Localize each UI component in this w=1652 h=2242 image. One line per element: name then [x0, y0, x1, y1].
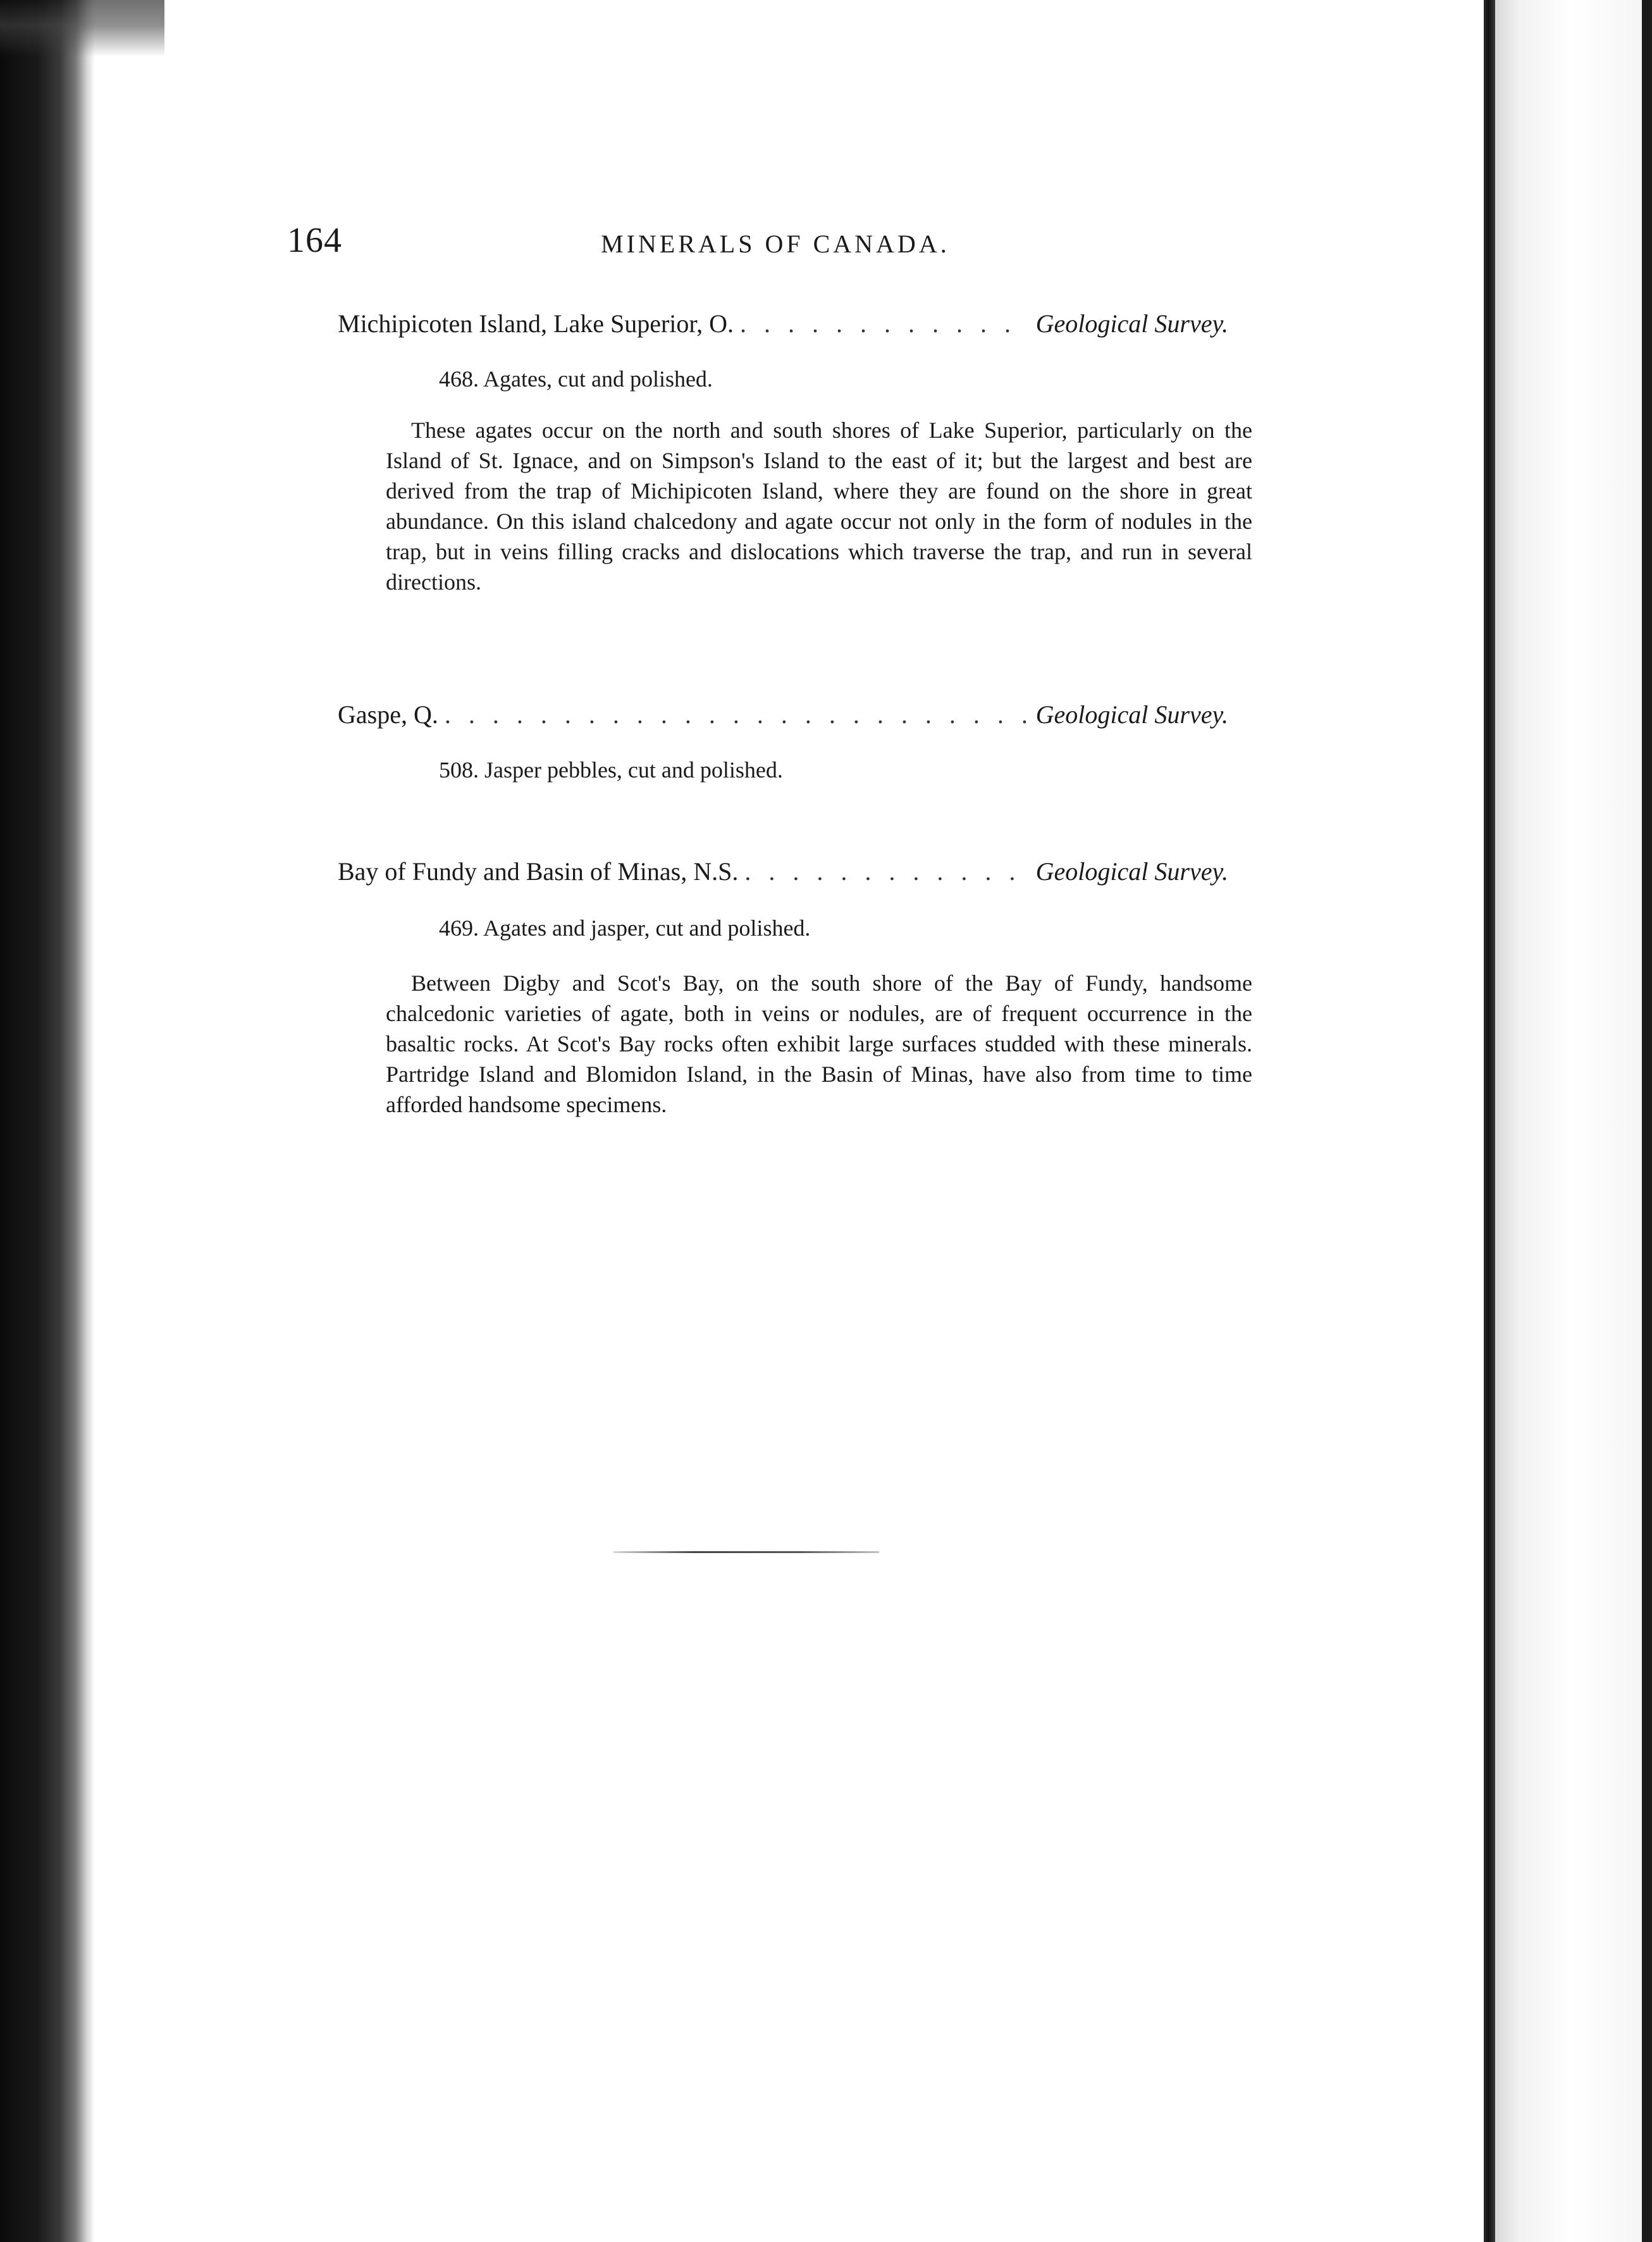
dot-leader [740, 309, 1030, 338]
scan-left-edge [0, 0, 95, 2242]
scan-top-shadow [0, 0, 164, 57]
page-number: 164 [287, 221, 342, 260]
entry-source: Geological Survey. [1035, 700, 1228, 729]
specimen-line: 508. Jasper pebbles, cut and polished. [439, 757, 783, 783]
scan-right-edge [1642, 0, 1652, 2242]
scan-gutter-line [1484, 0, 1495, 2242]
entry-description: Between Digby and Scot's Bay, on the south shore of the Bay of Fundy, handsome chalcedonic varieties of agate, both in veins or nodules, are of frequent occurrence in the basaltic rocks. At Scot's Bay rocks often exhibit large surfaces studded with these minerals. Partridge Island and Blomidon Island, in the Basin of Minas, have also from time to time afforded handsome specimens. [386, 970, 1252, 1117]
entry-locality: Gaspe, Q. [338, 700, 438, 729]
specimen-line: 468. Agates, cut and polished. [439, 366, 713, 392]
entry-heading [338, 857, 1228, 886]
specimen-line: 469. Agates and jasper, cut and polished. [439, 915, 811, 941]
entry-heading [338, 700, 1228, 729]
entry-locality: Michipicoten Island, Lake Superior, O. [338, 309, 734, 338]
entry-source: Geological Survey. [1035, 309, 1228, 338]
entry-heading [338, 309, 1228, 338]
dot-leader [744, 857, 1029, 886]
end-rule [613, 1551, 879, 1553]
entry-locality: Bay of Fundy and Basin of Minas, N.S. [338, 857, 739, 886]
scan-right-margin [1495, 0, 1652, 2242]
dot-leader [445, 700, 1030, 729]
entry-source: Geological Survey. [1035, 857, 1228, 886]
running-head: MINERALS OF CANADA. [601, 230, 950, 258]
entry-description: These agates occur on the north and south shores of Lake Superior, particularly on the Island of St. Ignace, and on Simpson's Island to the east of it; but the largest and best are derived from the trap of Michipicoten Island, where they are found on the shore in great abundance. On this island chalcedony and agate occur not only in the form of nodules in the trap, but in veins filling cracks and dislocations which traverse the trap, and run in several directions. [386, 418, 1252, 595]
